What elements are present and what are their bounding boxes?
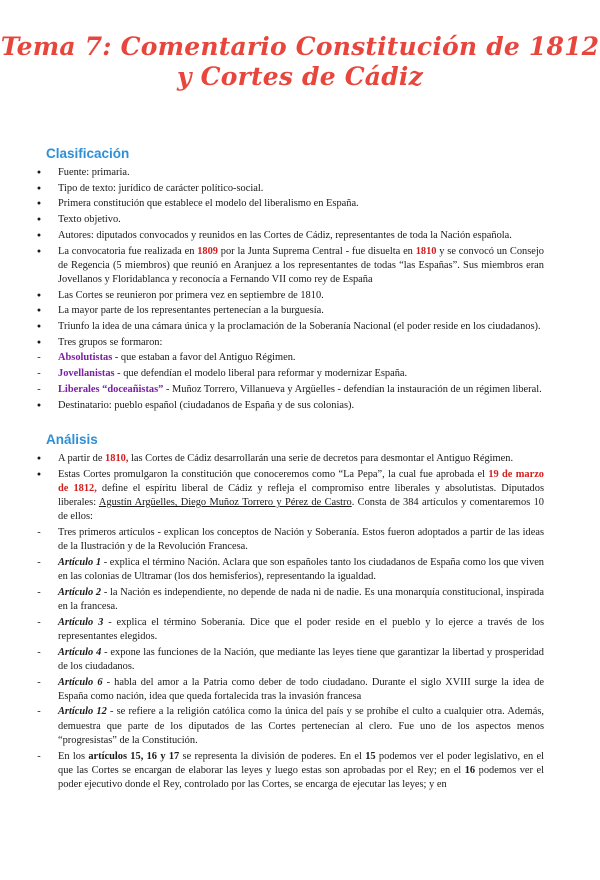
dash-icon (32, 526, 46, 540)
bullet-icon (32, 399, 46, 413)
dash-icon (32, 383, 46, 397)
list-item: ● A partir de 1810, las Cortes de Cádiz desarrollarán una serie de decretos para desmontar el Antiguo Régimen. (32, 452, 544, 466)
list-item: - Artículo 6 - habla del amor a la Patria como deber de todo ciudadano. Durante el siglo XVIII surge la idea de España como nación, idea que queda fortalecida tras la invasión francesa (32, 676, 544, 704)
group-name: Absolutistas (58, 352, 113, 364)
date-1812: 19 de marzo de 1812, (58, 468, 544, 494)
bullet-icon (32, 166, 46, 180)
group-name: Liberales “doceañistas” (58, 383, 164, 395)
analisis-list (32, 452, 544, 794)
bullet-icon (32, 468, 46, 482)
list-item: - Tres primeros artículos - explican los conceptos de Nación y Soberanía. Estos fueron adoptados a partir de las ideas de la Ilustración y de la Revolución Francesa. (32, 526, 544, 554)
dash-icon (32, 646, 46, 660)
list-item: ● Tres grupos se formaron: (32, 336, 544, 350)
list-item: ● Primera constitución que establece el modelo del liberalismo en España. (32, 197, 544, 211)
dash-icon (32, 750, 46, 764)
list-item: ● Tipo de texto: jurídico de carácter político-social. (32, 182, 544, 196)
dash-icon (32, 556, 46, 570)
dash-icon (32, 586, 46, 600)
list-item: - Artículo 2 - la Nación es independiente, no depende de nada ni de nadie. Es una monarquía constitucional, inspirada en la francesa. (32, 586, 544, 614)
list-item: ● Fuente: primaria. (32, 166, 544, 180)
list-item: - Liberales “doceañistas” - Muñoz Torrero, Villanueva y Argüelles - defendían la instauración de un régimen liberal. (32, 383, 544, 397)
list-item: - Artículo 1 - explica el término Nación. Aclara que son españoles tanto los ciudadanos de España como los que viven en las colonias de Ultramar (los dos hemisferios), representando la igualdad. (32, 556, 544, 584)
article-label: Artículo 6 (58, 676, 103, 688)
list-item: ● Estas Cortes promulgaron la constitución que conoceremos como “La Pepa”, la cual fue aprobada el 19 de marzo de 1812, define el espíritu liberal de Cádiz y refleja el compromiso entre liberales y absolutistas. Diputados liberales: Agustín Argüelles, Diego Muñoz Torrero y Pérez de Castro. Consta de 384 artículos y comentaremos 10 de ellos: (32, 468, 544, 525)
list-item: - En los artículos 15, 16 y 17 se representa la división de poderes. En el 15 podemos ver el poder legislativo, en el que las Cortes se encargan de elaborar las leyes y luego estas son aprobadas por el Rey; en el 16 podemos ver el poder ejecutivo donde el Rey, controlado por las Cortes, se encarga de ejecutar las leyes; y en (32, 750, 544, 793)
liberal-deputies: Agustín Argüelles, Diego Muñoz Torrero y Pérez de Castro (98, 497, 352, 509)
heading-analisis: Análisis (46, 432, 98, 447)
bullet-icon (32, 452, 46, 466)
bullet-icon (32, 304, 46, 318)
article-label: Artículo 3 (58, 616, 104, 628)
list-item: - Absolutistas - que estaban a favor del Antiguo Régimen. (32, 351, 544, 365)
year-1809: 1809 (197, 245, 218, 257)
dash-icon (32, 351, 46, 365)
dash-icon (32, 616, 46, 630)
article-label: Artículo 2 (58, 586, 102, 598)
bullet-icon (32, 289, 46, 303)
article-label: Artículo 4 (58, 646, 102, 658)
list-item: - Artículo 4 - expone las funciones de la Nación, que mediante las leyes tiene que garantizar la libertad y prosperidad de los ciudadanos. (32, 646, 544, 674)
year-1810: 1810, (105, 453, 129, 464)
heading-clasificacion: Clasificación (46, 146, 130, 161)
list-item: - Jovellanistas - que defendían el modelo liberal para reformar y modernizar España. (32, 367, 544, 381)
group-name: Jovellanistas (58, 368, 115, 380)
list-item: ● Texto objetivo. (32, 213, 544, 227)
dash-icon (32, 676, 46, 690)
article-label: Artículo 1 (58, 556, 102, 568)
clasificacion-list (32, 166, 544, 414)
list-item: - Artículo 12 - se refiere a la religión católica como la única del país y se prohíbe el culto a cualquier otra. Además, demuestra que parte de los diputados de las Cortes pertenecían al clero. Fue uno de los aspectos menos “progresistas” de la Constitución. (32, 705, 544, 748)
list-item: ● La convocatoria fue realizada en 1809 por la Junta Suprema Central - fue disuelta en 1810 y se convocó un Consejo de Regencia (5 miembros) que reunió en Aranjuez a los representantes de todas “las Españas”. Sus miembros eran Jovellanos y Floridablanca y reconocía a Fernando VII como rey de España (32, 245, 544, 288)
bullet-icon (32, 229, 46, 243)
dash-icon (32, 705, 46, 719)
bullet-icon (32, 197, 46, 211)
article-label: Artículo 12 (58, 706, 107, 718)
list-item: ● La mayor parte de los representantes pertenecían a la burguesía. (32, 304, 544, 318)
year-1810: 1810 (415, 245, 437, 257)
list-item: - Artículo 3 - explica el término Soberanía. Dice que el poder reside en el pueblo y lo ejerce a través de los representantes elegidos. (32, 616, 544, 644)
list-item: ● Triunfo la idea de una cámara única y la proclamación de la Soberanía Nacional (el poder reside en los ciudadanos). (32, 320, 544, 334)
bullet-icon (32, 245, 46, 259)
list-item: ● Autores: diputados convocados y reunidos en las Cortes de Cádiz, representantes de toda la Nación española. (32, 229, 544, 243)
list-item: ● Destinatario: pueblo español (ciudadanos de España y de sus colonias). (32, 399, 544, 413)
title-line-1: Tema 7: Comentario Constitución de 1812 (0, 32, 600, 61)
bullet-icon (32, 213, 46, 227)
list-item: ● Las Cortes se reunieron por primera vez en septiembre de 1810. (32, 289, 544, 303)
bullet-icon (32, 336, 46, 350)
document-title (0, 32, 600, 92)
title-line-2: y Cortes de Cádiz (177, 62, 423, 91)
dash-icon (32, 367, 46, 381)
bullet-icon (32, 320, 46, 334)
bullet-icon (32, 182, 46, 196)
